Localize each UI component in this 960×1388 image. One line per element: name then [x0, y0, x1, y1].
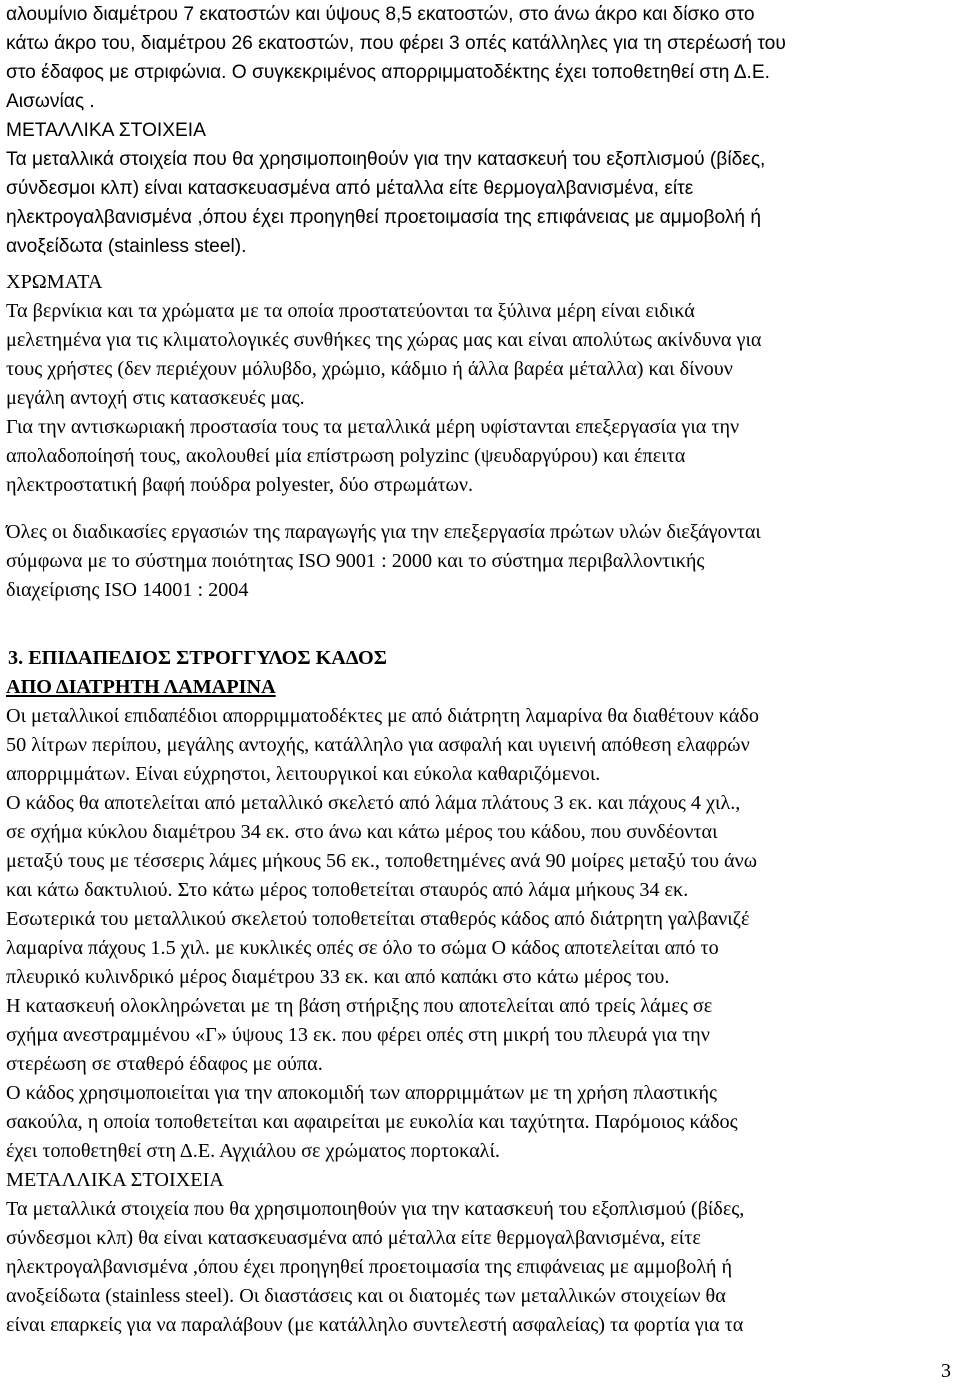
text-line: Ο κάδος χρησιμοποιείται για την αποκομιδή των απορριμμάτων με τη χρήση πλαστικής [6, 1082, 717, 1104]
document-page [6, 0, 954, 1340]
text-line: 50 λίτρων περίπου, μεγάλης αντοχής, κατάλληλο για ασφαλή και υγιεινή απόθεση ελαφρών [6, 734, 750, 756]
section-3 [6, 644, 954, 1166]
text-line: Τα μεταλλικά στοιχεία που θα χρησιμοποιηθούν για την κατασκευή του εξοπλισμού (βίδες, [6, 149, 766, 170]
intro-paragraph [6, 0, 954, 116]
text-line: Η κατασκευή ολοκληρώνεται με τη βάση στήριξης που αποτελείται από τρείς λάμες σε [6, 995, 713, 1017]
text-line: σύμφωνα με το σύστημα ποιότητας ISO 9001 : 2000 και το σύστημα περιβαλλοντικής [6, 550, 705, 572]
text-line: κάτω άκρο του, διαμέτρου 26 εκατοστών, που φέρει 3 οπές κατάλληλες για τη στερέωσή του [6, 33, 786, 54]
text-line: ηλεκτροστατική βαφή πούδρα polyester, δύο στρωμάτων. [6, 474, 474, 496]
text-line: απορριμμάτων. Είναι εύχρηστοι, λειτουργικοί και εύκολα καθαριζόμενοι. [6, 763, 601, 785]
section-heading: ΧΡΩΜΑΤΑ [6, 271, 103, 293]
text-line: Τα βερνίκια και τα χρώματα με τα οποία προστατεύονται τα ξύλινα μέρη είναι ειδικά [6, 300, 695, 322]
text-line: σε σχήμα κύκλου διαμέτρου 34 εκ. στο άνω και κάτω μέρος του κάδου, που συνδέονται [6, 821, 718, 843]
text-line: μελετημένα για τις κλιματολογικές συνθήκες της χώρας μας και είναι απολύτως ακίνδυνα για [6, 329, 762, 351]
text-line: αλουμίνιο διαμέτρου 7 εκατοστών και ύψους 8,5 εκατοστών, στο άνω άκρο και δίσκο στο [6, 4, 755, 25]
text-line: Εσωτερικά του μεταλλικού σκελετού τοποθετείται σταθερός κάδος από διάτρητη γαλβανιζέ [6, 908, 750, 930]
text-line: Για την αντισκωριακή προστασία τους τα μεταλλικά μέρη υφίστανται επεξεργασία για την [6, 416, 740, 438]
text-line: ανοξείδωτα (stainless steel). Οι διαστάσεις και οι διατομές των μεταλλικών στοιχείων θα [6, 1285, 726, 1307]
section-heading: ΜΕΤΑΛΛΙΚΑ ΣΤΟΙΧΕΙΑ [6, 120, 206, 141]
metal-elements-section [6, 116, 954, 261]
section-heading: ΜΕΤΑΛΛΙΚΑ ΣΤΟΙΧΕΙΑ [6, 1169, 224, 1191]
text-line: πλευρικό κυλινδρικό μέρος διαμέτρου 33 εκ. και από καπάκι στο κάτω μέρος του. [6, 966, 670, 988]
colors-section [6, 268, 954, 500]
text-line: μεγάλη αντοχή στις κατασκευές μας. [6, 387, 305, 409]
text-line: στερέωση σε σταθερό έδαφος με ούπα. [6, 1053, 323, 1075]
text-line: Τα μεταλλικά στοιχεία που θα χρησιμοποιηθούν για την κατασκευή του εξοπλισμού (βίδες, [6, 1198, 745, 1220]
metal-elements-section-2 [6, 1166, 954, 1340]
text-line: σακούλα, η οποία τοποθετείται και αφαιρείται με ευκολία και ταχύτητα. Παρόμοιος κάδος [6, 1111, 738, 1133]
text-line: τους χρήστες (δεν περιέχουν μόλυβδο, χρώμιο, κάδμιο ή άλλα βαρέα μέταλλα) και δίνουν [6, 358, 733, 380]
text-line: είναι επαρκείς για να παραλάβουν (με κατάλληλο συντελεστή ασφαλείας) τα φορτία για τα [6, 1314, 744, 1336]
section-3-subheading: ΑΠΟ ΔΙΑΤΡΗΤΗ ΛΑΜΑΡΙΝΑ [6, 676, 276, 698]
text-line: Όλες οι διαδικασίες εργασιών της παραγωγής για την επεξεργασία πρώτων υλών διεξάγονται [6, 521, 761, 543]
text-line: Ο κάδος θα αποτελείται από μεταλλικό σκελετό από λάμα πλάτους 3 εκ. και πάχους 4 χιλ., [6, 792, 741, 814]
text-line: έχει τοποθετηθεί στη Δ.Ε. Αγχιάλου σε χρώματος πορτοκαλί. [6, 1140, 500, 1162]
text-line: σύνδεσμοι κλπ) θα είναι κατασκευασμένα από μέταλλα είτε θερμογαλβανισμένα, είτε [6, 1227, 701, 1249]
text-line: λαμαρίνα πάχους 1.5 χιλ. με κυκλικές οπές σε όλο το σώμα Ο κάδος αποτελείται από το [6, 937, 719, 959]
text-line: ανοξείδωτα (stainless steel). [6, 236, 247, 257]
text-line: μεταξύ τους με τέσσερις λάμες μήκους 56 εκ., τοποθετημένες ανά 90 μοίρες μεταξύ του άνω [6, 850, 757, 872]
text-line: και κάτω δακτυλιού. Στο κάτω μέρος τοποθετείται σταυρός από λάμα μήκους 34 εκ. [6, 879, 689, 901]
text-line: ηλεκτρογαλβανισμένα ,όπου έχει προηγηθεί προετοιμασία της επιφάνειας με αμμοβολή ή [6, 207, 762, 228]
text-line: απολαδοποίησή τους, ακολουθεί μία επίστρωση polyzinc (ψευδαργύρου) και έπειτα [6, 445, 686, 467]
text-line: σύνδεσμοι κλπ) είναι κατασκευασμένα από μέταλλα είτε θερμογαλβανισμένα, είτε [6, 178, 694, 199]
text-line: στο έδαφος με στριφώνια. Ο συγκεκριμένος απορριμματοδέκτης έχει τοποθετηθεί στη Δ.Ε. [6, 62, 771, 83]
iso-paragraph [6, 518, 954, 605]
text-line: σχήμα ανεστραμμένου «Γ» ύψους 13 εκ. που φέρει οπές στη μικρή του πλευρά για την [6, 1024, 710, 1046]
text-line: διαχείρισης ISO 14001 : 2004 [6, 579, 249, 601]
text-line: ηλεκτρογαλβανισμένα ,όπου έχει προηγηθεί προετοιμασία της επιφάνειας με αμμοβολή ή [6, 1256, 733, 1278]
page-number: 3 [941, 1360, 951, 1382]
section-3-heading: 3. ΕΠΙΔΑΠΕΔΙΟΣ ΣΤΡΟΓΓΥΛΟΣ ΚΑΔΟΣ [8, 647, 387, 669]
text-line: Αισωνίας . [6, 91, 95, 112]
text-line: Οι μεταλλικοί επιδαπέδιοι απορριμματοδέκτες με από διάτρητη λαμαρίνα θα διαθέτουν κάδο [6, 705, 759, 727]
